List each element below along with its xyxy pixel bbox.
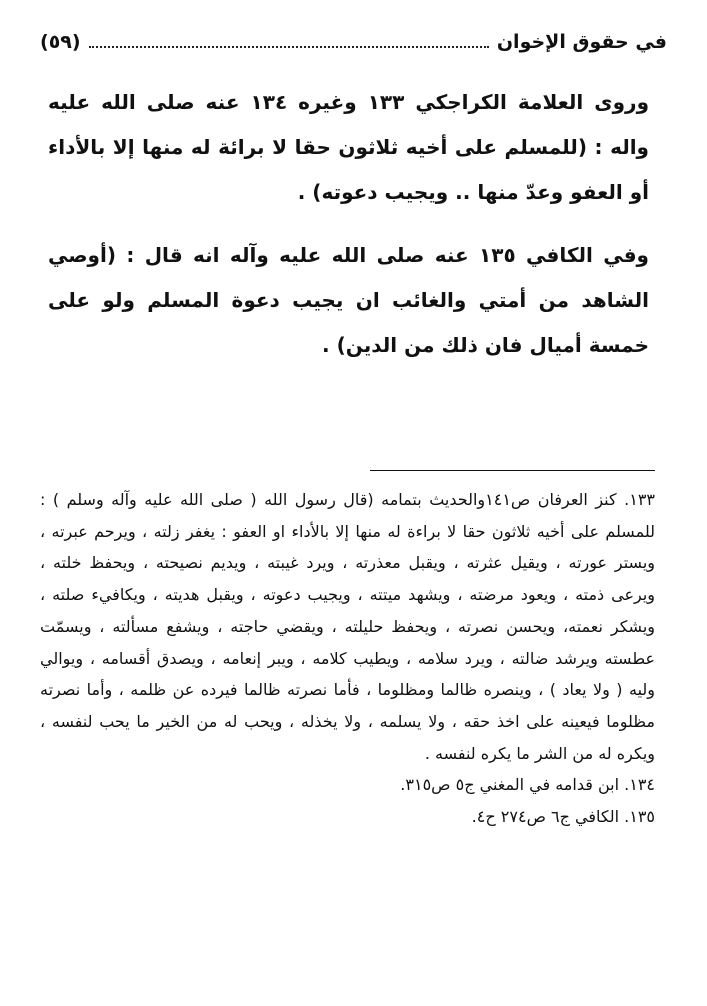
footnote-135: [40, 801, 655, 833]
footnote-number: ١٣٤.: [624, 775, 655, 795]
footnote-number: ١٣٥.: [624, 807, 655, 827]
footnotes: [40, 484, 655, 833]
footnote-text: كنز العرفان ص١٤١والحديث بتمامه (قال رسول الله ( صلى الله عليه وآله وسلم ) : للمسلم على أخيه ثلاثون حقا لا براءة له منها إلا بالأداء او العفو : يغفر زلته ، ويرحم عبرته ، ويستر عورته ، ويقيل عثرته ، ويقبل معذرته ، ويرد غيبته ، ويديم نصيحته ، ويحفظ خلته ، ويرعى ذمته ، ويعود مرضته ، ويشهد ميتته ، ويجيب دعوته ، ويقبل هديته ، ويكافيء صلته ، ويشكر نعمته، ويحسن نصرته ، ويحفظ حليلته ، ويقضي حاجته ، ويشفع مسألته ، ويسمّت عطسته ويرشد ضالته ، ويرد سلامه ، ويطيب كلامه ، ويبر إنعامه ، ويصدق أقسامه ، ويوالي وليه ( ولا يعاد ) ، وينصره ظالما ومظلوما ، فأما نصرته ظالما فيرده عن ظلمه ، وأما نصرته مظلوما فيعينه على اخذ حقه ، ولا يسلمه ، ولا يخذله ، ويحب له من الخير ما يحب لنفسه ، ويكره له من الشر ما يكره لنفسه .: [40, 490, 655, 763]
footnote-separator: [370, 470, 655, 471]
footnote-133: [40, 484, 655, 769]
header-dotted-leader: [89, 30, 489, 48]
footnote-134: [40, 769, 655, 801]
page-number: (٥٩): [40, 31, 81, 53]
main-text: [48, 80, 649, 386]
paragraph: وروى العلامة الكراجكي ١٣٣ وغيره ١٣٤ عنه صلى الله عليه واله : (للمسلم على أخيه ثلاثون حقا لا برائة له منها إلا بالأداء أو العفو وعدّ منها .. ويجيب دعوته) .: [48, 90, 650, 204]
footnote-number: ١٣٣.: [624, 490, 655, 509]
paragraph: وفي الكافي ١٣٥ عنه صلى الله عليه وآله انه قال : (أوصي الشاهد من أمتي والغائب ان يجيب دعوة المسلم ولو على خمسة أميال فان ذلك من الدين) .: [48, 243, 649, 357]
running-header: [40, 30, 667, 60]
header-title: في حقوق الإخوان: [496, 31, 667, 53]
footnote-text: ابن قدامه في المغني ج٥ ص٣١٥.: [400, 775, 620, 795]
footnote-text: الكافي ج٦ ص٢٧٤ ح٤.: [471, 807, 620, 827]
